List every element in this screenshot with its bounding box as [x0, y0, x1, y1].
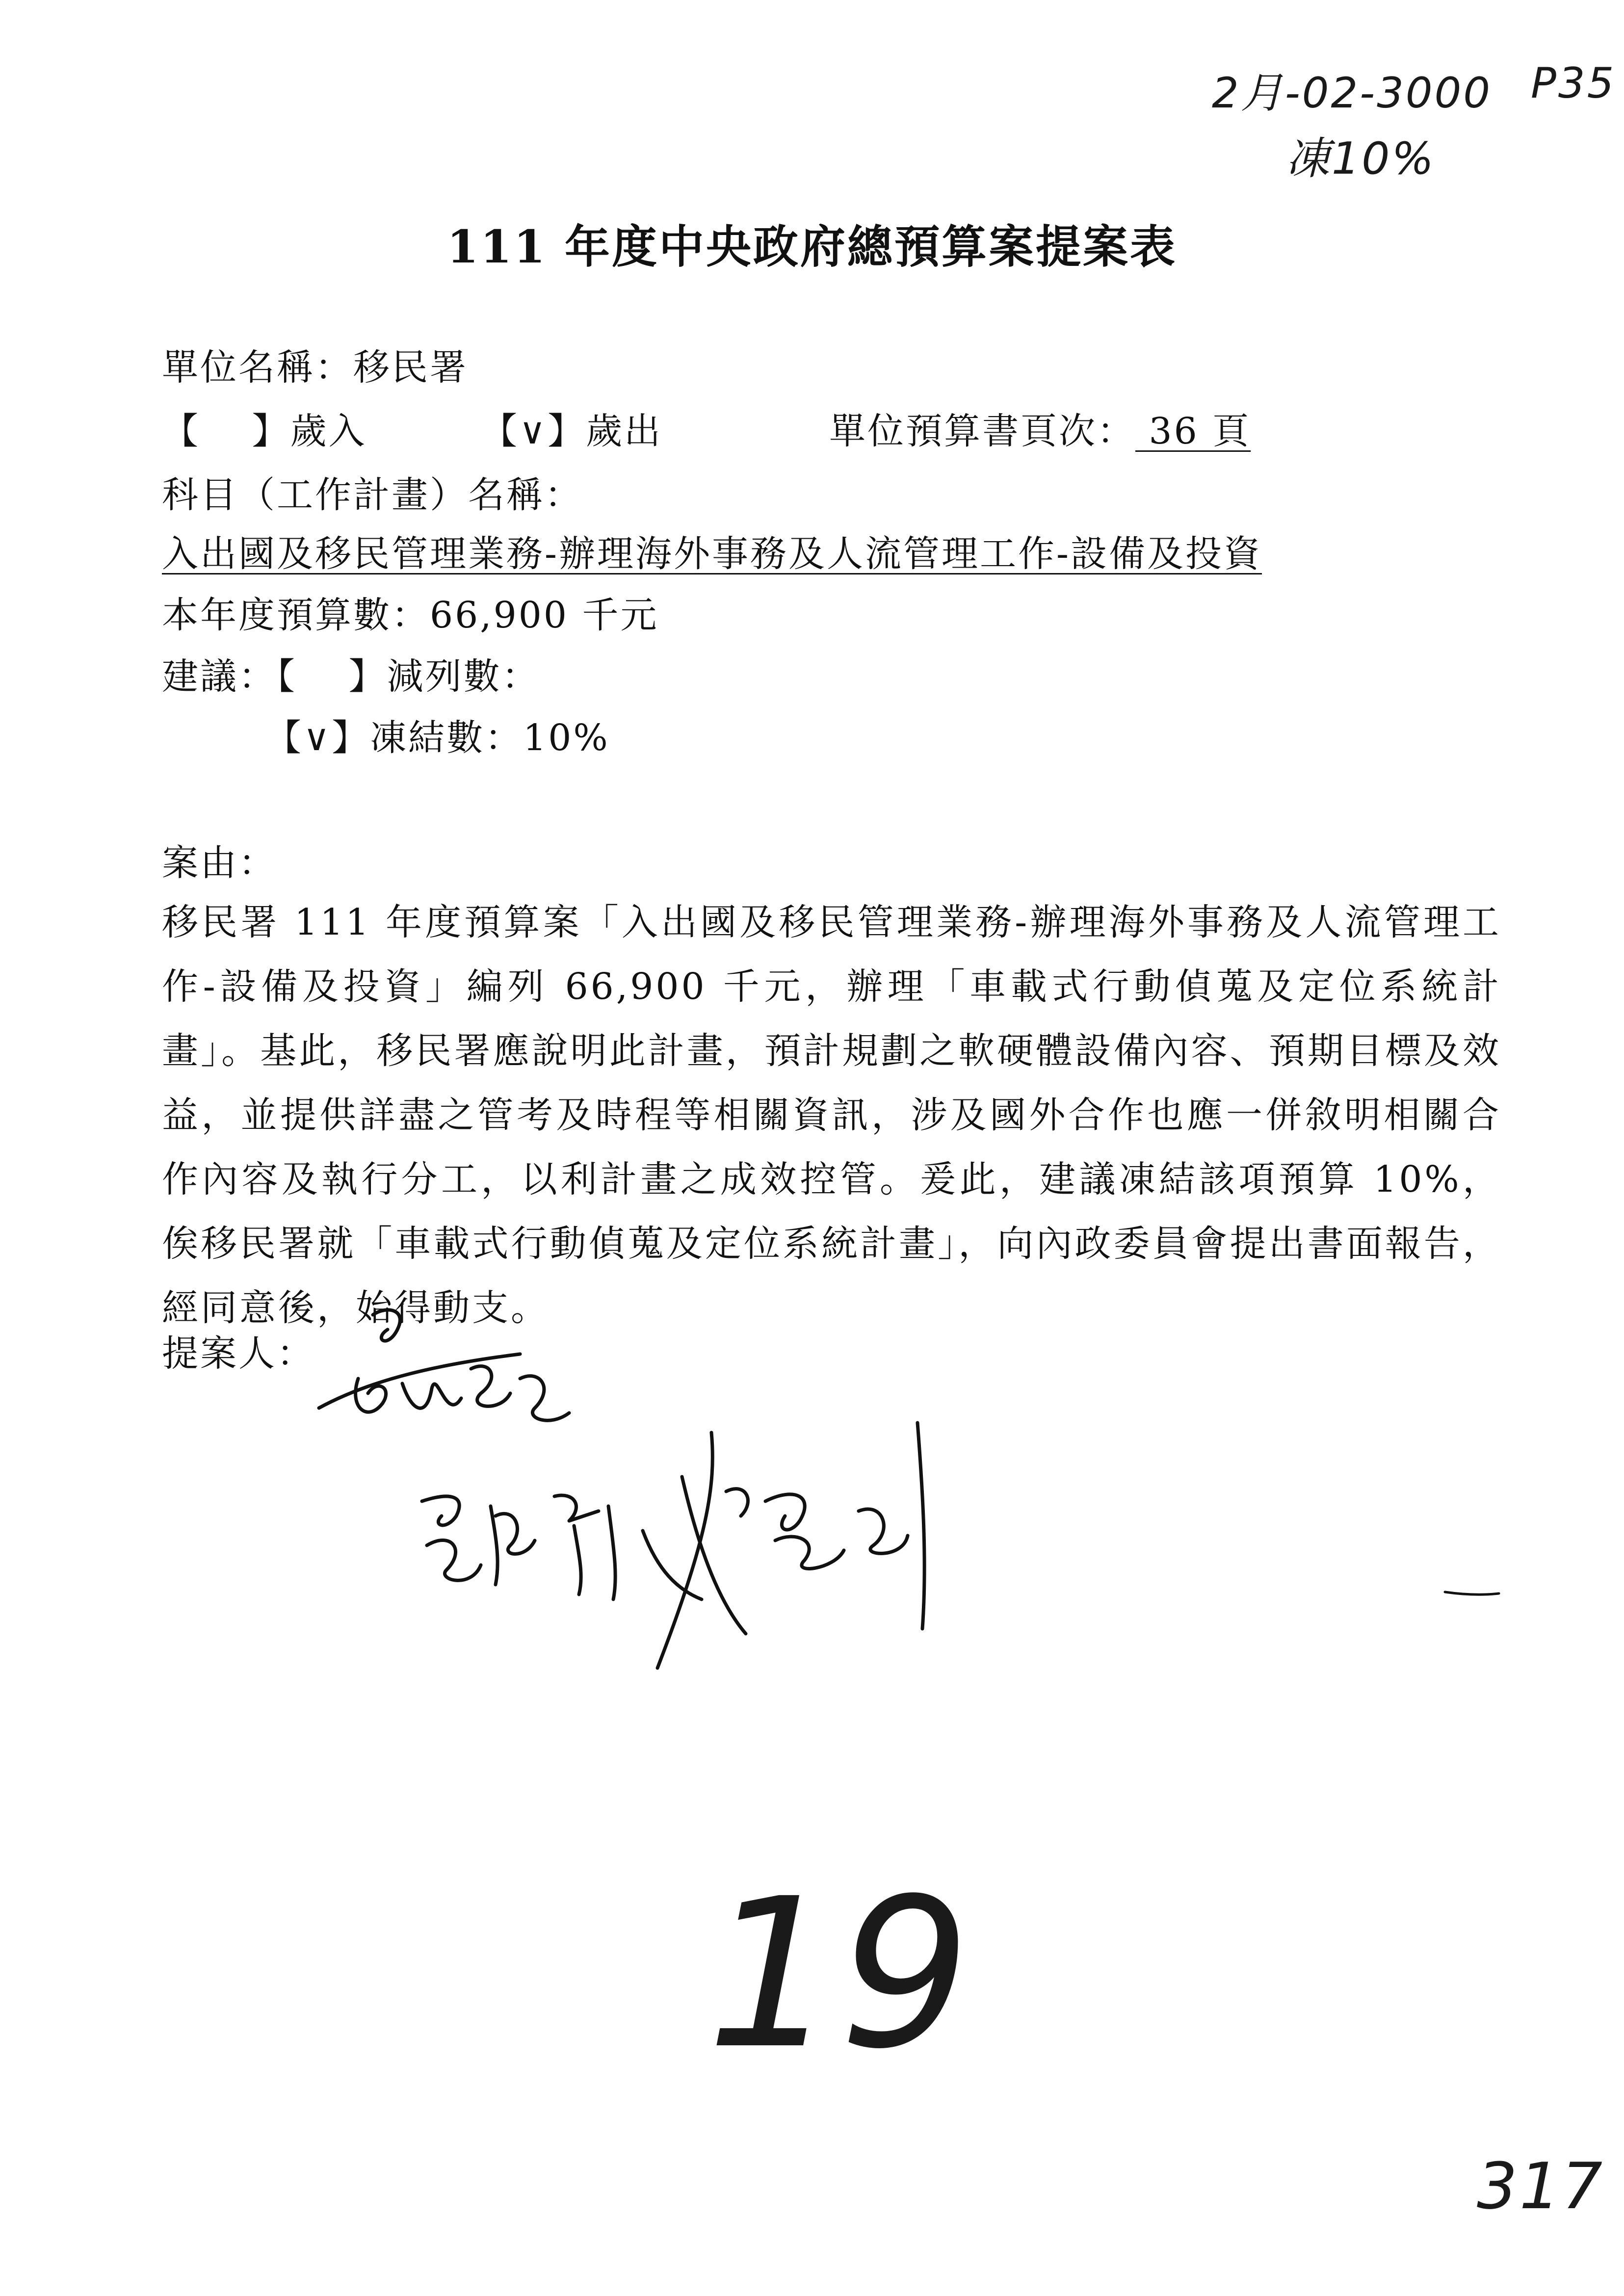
expense-checkbox-label: 【∨】歲出: [481, 410, 663, 452]
income-checkbox-label: 【 】歲入: [162, 410, 367, 452]
stray-pen-mark: [1442, 1585, 1501, 1599]
signature-3: [628, 1413, 942, 1688]
budget-amount: 本年度預算數：66,900 千元: [162, 594, 659, 636]
handwritten-page-ref: P35: [1531, 59, 1616, 108]
handwritten-code: 2月-02-3000: [1212, 69, 1493, 118]
page-reference-value: 36 頁: [1135, 410, 1251, 452]
document-title: 111 年度中央政府總預算案提案表: [446, 220, 1178, 273]
suggestion-reduce: 建議：【 】減列數：: [162, 655, 540, 698]
handwritten-page-number: 317: [1477, 2149, 1605, 2223]
proposer-label: 提案人：: [162, 1332, 315, 1375]
signature-1: [314, 1295, 589, 1457]
subject-name: 入出國及移民管理業務-辦理海外事務及人流管理工作-設備及投資: [162, 533, 1262, 575]
reason-text: 移民署 111 年度預算案「入出國及移民管理業務-辦理海外事務及人流管理工作-設備及投資」編列 66,900 千元，辦理「車載式行動偵蒐及定位系統計畫」。基此，移民署應說明此計畫，預計規劃之軟硬體設備內容、預期目標及效益，並提供詳盡之管考及時程等相關資訊，涉及國外合作也應一併敘明相關合作內容及執行分工，以利計畫之成效控管。爰此，建議凍結該項預算 10%，俟移民署就「車載式行動偵蒐及定位系統計畫」，向內政委員會提出書面報告，經同意後，始得動支。: [162, 901, 1501, 1329]
subject-label: 科目（工作計畫）名稱：: [162, 474, 583, 516]
reason-label: 案由：: [162, 842, 277, 884]
suggestion-freeze: 【∨】凍結數：10%: [265, 717, 610, 759]
signature-2: [412, 1477, 638, 1604]
handwritten-number: 19: [707, 1854, 973, 2094]
page-reference: [829, 402, 1251, 454]
unit-name: 單位名稱：移民署: [162, 346, 468, 389]
page-reference-label: 單位預算書頁次：: [829, 410, 1135, 452]
handwritten-freeze-note: 凍10%: [1285, 133, 1436, 184]
budget-type-row: [162, 402, 1339, 454]
